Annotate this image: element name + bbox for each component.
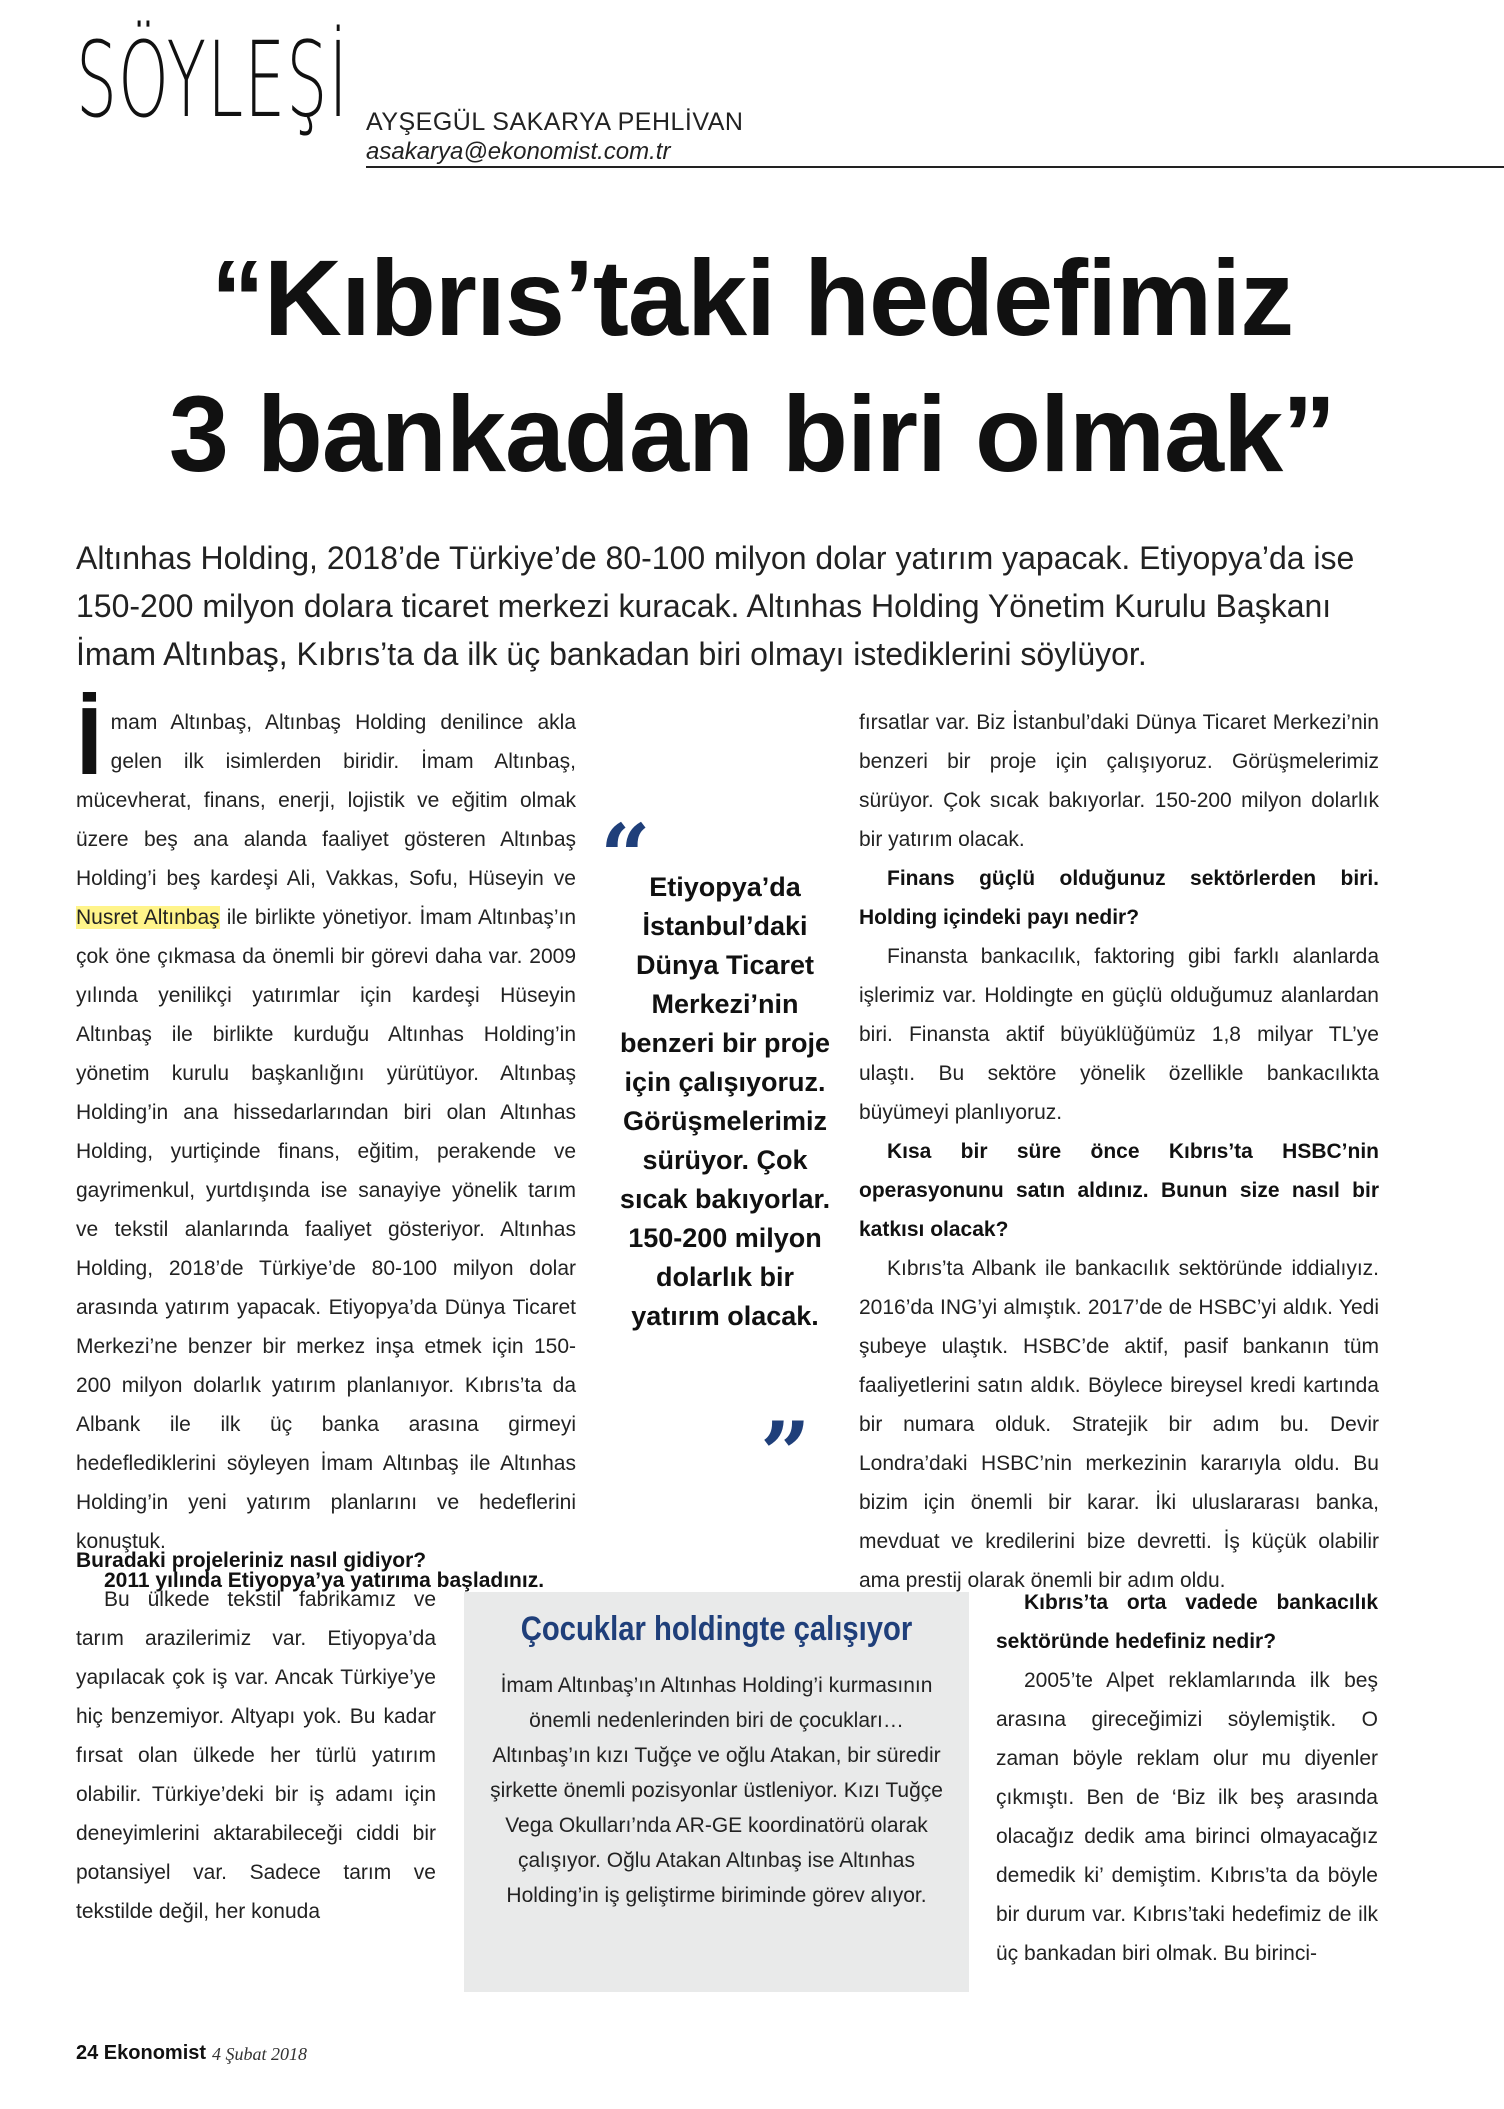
intro-text-a: mam Altınbaş, Altınbaş Holding denilince akla gelen ilk isimlerden biridir. İmam Altınbaş, mücevherat, finans, enerji, lojistik ve eğitim olmak üzere beş ana alanda faaliyet gösteren Altınbaş Holding’i beş kardeşi Ali, Vakkas, Sofu, Hüseyin ve	[76, 711, 576, 890]
section-title: SÖYLEŞİ	[76, 19, 349, 141]
answer-2: Finansta bankacılık, faktoring gibi farklı alanlarda işlerimiz var. Holdingte en güçlü olduğumuz alanlardan biri. Finansta aktif büyüklüğümüz 1,8 milyar TL’ye ulaştı. Bu sektöre yönelik özellikle bankacılıkta büyümeyi planlıyoruz.	[859, 945, 1379, 1124]
answer-1: Bu ülkede tekstil fabrikamız ve tarım arazilerimiz var. Etiyopya’da yapılacak çok iş var. Ancak Türkiye’ye hiç benzemiyor. Altyapı yok. Bu kadar fırsat olan ülkede her türlü yatırım olabilir. Türkiye’deki bir iş adamı için deneyimlerini aktarabileceği ciddi bir potansiyel var. Sadece tarım ve tekstilde değil, her konuda	[76, 1588, 436, 1923]
intro-text-b: ile birlikte yönetiyor. İmam Altınbaş’ın çok öne çıkmasa da önemli bir görevi daha var. 2009 yılında yenilikçi yatırımlar için kardeşi Hüseyin Altınbaş ile birlikte kurduğu Altınhas Holding’in yönetim kurulu başkanlığını yürütüyor. Altınbaş Holding’in ana hissedarlarından biri olan Altınhas Holding, yurtiçinde finans, eğitim, perakende ve gayrimenkul, yurtdışında ise sanayiye yönelik tarım ve tekstil alanlarında faaliyet gösteriyor. Altınhas Holding, 2018’de Türkiye’de 80-100 milyon dolar arasında yatırım yapacak. Etiyopya’da Dünya Ticaret Merkezi’ne benzer bir merkez inşa etmek için 150-200 milyon dolarlık yatırım planlanıyor. Kıbrıs’ta da Albank ile ilk üç banka arasına girmeyi hedeflediklerini söyleyen İmam Altınbaş ile Altınhas Holding’in yeni yatırım planlarını ve hedeflerini konuştuk.	[76, 906, 577, 1553]
close-quote-icon: ”	[760, 1402, 811, 1506]
question-4: Kıbrıs’ta orta vadede bankacılık sektöründe hedefiniz nedir?	[996, 1591, 1378, 1653]
deck: Altınhas Holding, 2018’de Türkiye’de 80-100 milyon dolar yatırım yapacak. Etiyopya’da ise 150-200 milyon dolara ticaret merkezi kuracak. Altınhas Holding Yönetim Kurulu Başkanı İmam Altınbaş, Kıbrıs’ta da ilk üç bankadan biri olmayı istediklerini söylüyor.	[76, 540, 1355, 672]
highlighted-name: Nusret Altınbaş	[76, 906, 220, 929]
headline-line-1: “Kıbrıs’taki hedefimiz	[210, 237, 1294, 358]
headline	[40, 230, 1464, 502]
article-column-3	[859, 703, 1379, 1600]
sidebar-body: İmam Altınbaş’ın Altınhas Holding’i kurmasının önemli nedenlerinden biri de çocukları… Altınbaş’ın kızı Tuğçe ve oğlu Atakan, bir süredir şirkette önemli pozisyonlar üstleniyor. Kızı Tuğçe Vega Okulları’nda AR-GE koordinatörü olarak çalışıyor. Oğlu Atakan Altınbaş ise Altınhas Holding’in iş geliştirme biriminde görev alıyor.	[490, 1674, 943, 1907]
article-column-1-lower	[76, 1541, 436, 1931]
sidebar-title: Çocuklar holdingte çalışıyor	[520, 1610, 913, 1648]
intro-paragraph	[76, 688, 577, 1561]
open-quote-icon: “	[600, 804, 651, 908]
continued-text: fırsatlar var. Biz İstanbul’daki Dünya Ticaret Merkezi’nin benzeri bir proje için çalışıyoruz. Görüşmelerimiz sürüyor. Çok sıcak bakıyorlar. 150-200 milyon dolarlık bir yatırım olacak.	[859, 711, 1379, 851]
question-1-line-b: Buradaki projeleriniz nasıl gidiyor?	[76, 1549, 427, 1572]
issue-date: 4 Şubat 2018	[212, 2044, 308, 2064]
header-divider	[366, 166, 1504, 168]
author-name: AYŞEGÜL SAKARYA PEHLİVAN	[366, 108, 744, 136]
headline-line-2: 3 bankadan biri olmak”	[168, 373, 1336, 494]
page-folio: 24 Ekonomist	[76, 2042, 207, 2064]
answer-3: Kıbrıs’ta Albank ile bankacılık sektöründe iddialıyız. 2016’da ING’yi almıştık. 2017’de de HSBC’yi aldık. Yedi şubeye ulaştık. HSBC’de aktif, pasif bankanın tüm faaliyetlerini satın aldık. Böylece bireysel kredi kartında bir numara olduk. Stratejik bir adım bu. Devir Londra’daki HSBC’nin merkezinin kararıyla oldu. Bu bizim için önemli bir karar. İki uluslararası banka, mevduat ve kredilerini bize devretti. İş küçük olabilir ama prestij olarak önemli bir adım oldu.	[859, 1257, 1379, 1592]
question-3: Kısa bir süre önce Kıbrıs’ta HSBC’nin operasyonunu satın aldınız. Bunun size nasıl bir katkısı olacak?	[859, 1140, 1379, 1241]
author-email[interactable]: asakarya@ekonomist.com.tr	[366, 138, 671, 165]
article-column-3-lower	[996, 1583, 1378, 1973]
answer-4: 2005’te Alpet reklamlarında ilk beş arasına gireceğimizi söylemiştik. O zaman böyle reklam olur mu diyenler çıkmıştı. Ben de ‘Biz ilk beş arasında olacağız dedik ama birinci olmayacağız demedik ki’ demiştim. Kıbrıs’ta da böyle bir durum var. Kıbrıs’taki hedefimiz de ilk üç bankadan biri olmak. Bu birinci-	[996, 1669, 1378, 1965]
question-1-line-a: 2011 yılında Etiyopya’ya yatırıma başladınız.	[104, 1569, 545, 1592]
drop-cap: İ	[76, 688, 103, 795]
question-2: Finans güçlü olduğunuz sektörlerden biri. Holding içindeki payı nedir?	[859, 867, 1379, 929]
article-column-1	[76, 688, 577, 1600]
pull-quote: Etiyopya’da İstanbul’daki Dünya Ticaret Merkezi’nin benzeri bir proje için çalışıyoruz. Görüşmelerimiz sürüyor. Çok sıcak bakıyorlar. 150-200 milyon dolarlık bir yatırım olacak.	[619, 872, 831, 1331]
